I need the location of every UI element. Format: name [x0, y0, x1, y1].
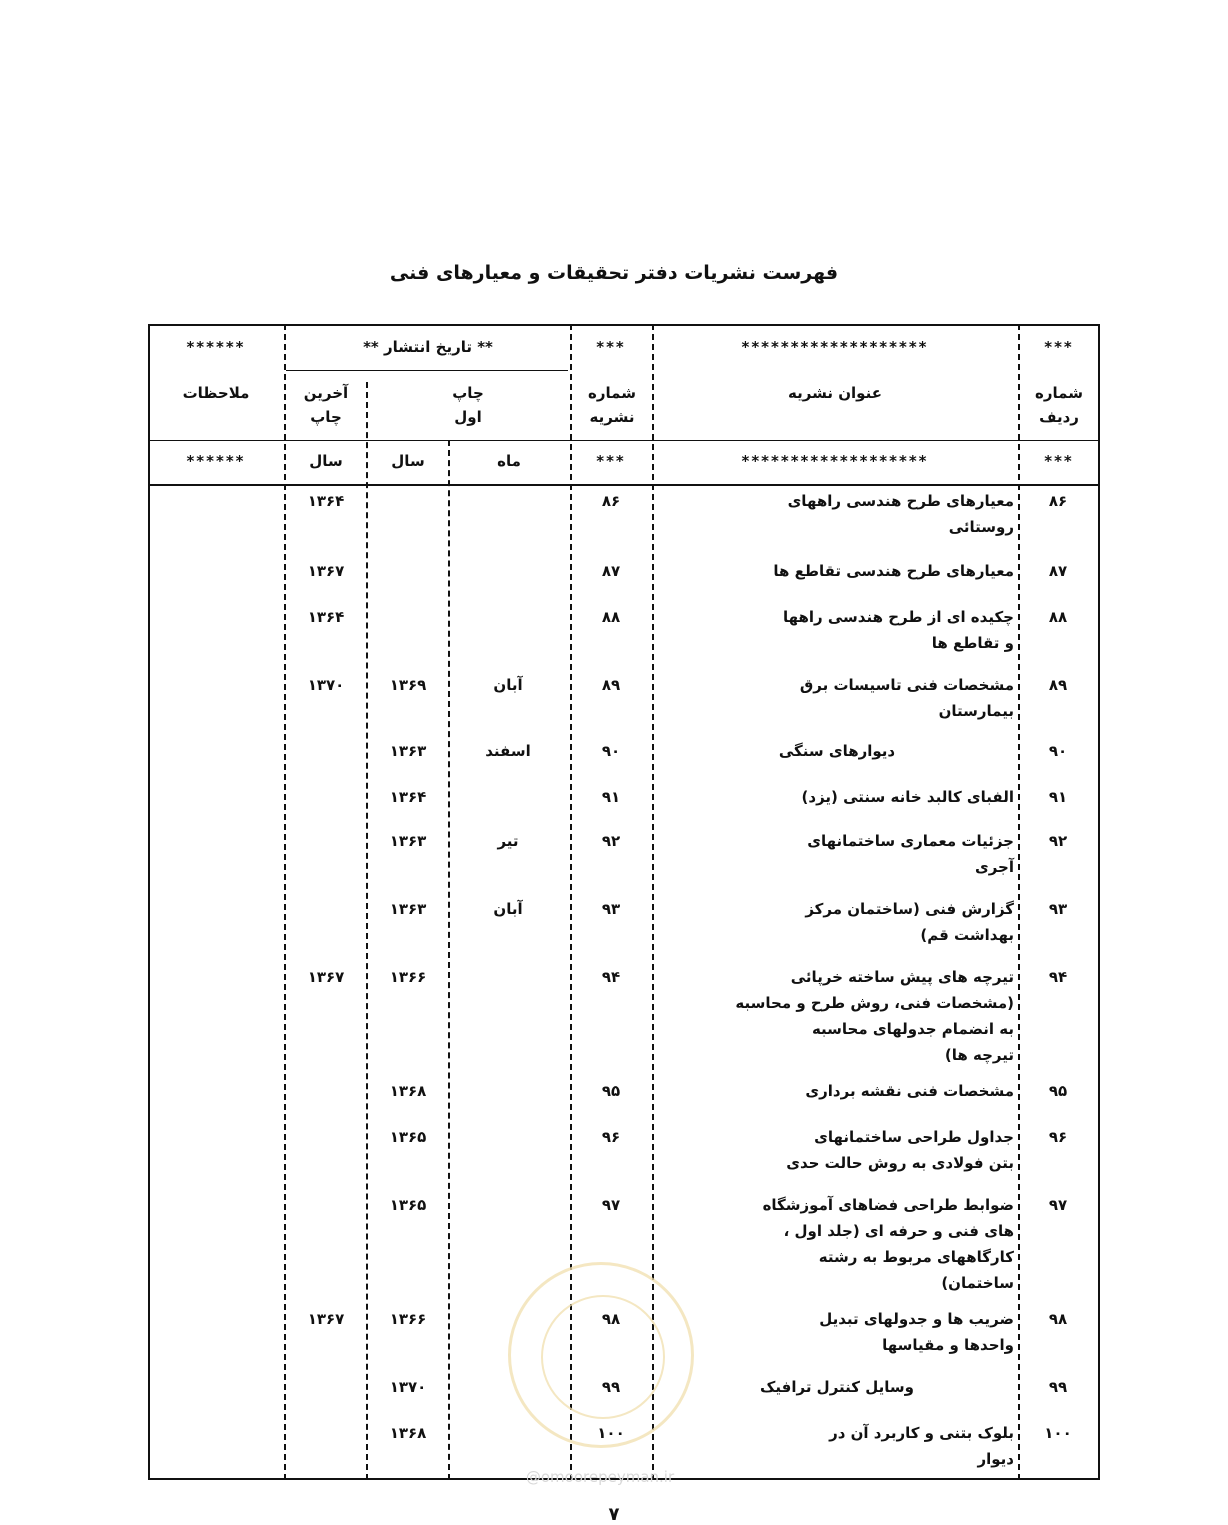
first-print-year: ۱۳۶۵: [389, 1128, 427, 1146]
publication-number: ۹۷: [601, 1196, 621, 1214]
header-rule: [150, 440, 1098, 441]
publication-title: ضریب ها و جدولهای تبدیل واحدها و مقیاسها: [819, 1310, 1014, 1354]
first-print-year: ۱۳۶۴: [389, 788, 427, 806]
remarks-stars: ******: [186, 338, 246, 356]
publication-title: معیارهای طرح هندسی تقاطع ها: [773, 562, 1014, 580]
publication-title: بلوک بتنی و کاربرد آن در دیوار: [829, 1424, 1014, 1468]
last-print-year: ۱۳۶۷: [307, 968, 345, 986]
last-print-year: ۱۳۷۰: [307, 676, 345, 694]
publication-title: تیرچه های پیش ساخته خرپائی (مشخصات فنی، روش طرح و محاسبه به انضمام جدولهای محاسبه تیرچه ها): [735, 968, 1014, 1064]
col-divider: [448, 440, 450, 1480]
remarks-header: ملاحظات: [182, 384, 250, 402]
first-print-year: ۱۳۶۸: [389, 1082, 427, 1100]
col-divider: [1018, 324, 1020, 1480]
last-print-header-2: چاپ: [310, 408, 342, 426]
publication-number: ۹۴: [601, 968, 621, 986]
first-print-year: ۱۳۶۸: [389, 1424, 427, 1442]
publication-title: دیوارهای سنگی: [778, 742, 896, 760]
row-number-header-1: شماره: [1035, 384, 1083, 402]
publication-number: ۸۷: [601, 562, 621, 580]
publication-title: معیارهای طرح هندسی راههای روستائی: [787, 492, 1014, 536]
row-number: ۱۰۰: [1044, 1424, 1072, 1442]
publication-number: ۹۳: [601, 900, 621, 918]
remarks-stars-2: ******: [186, 452, 246, 470]
pub-title-header: عنوان نشریه: [788, 384, 882, 402]
publication-number: ۸۶: [601, 492, 621, 510]
page-number: ۷: [608, 1504, 620, 1525]
last-print-year: ۱۳۶۴: [307, 608, 345, 626]
pub-number-stars-2: ***: [596, 452, 626, 470]
first-print-year: ۱۳۶۹: [389, 676, 427, 694]
publication-number: ۹۰: [601, 742, 621, 760]
row-number: ۹۹: [1048, 1378, 1068, 1396]
header-rule: [286, 370, 568, 371]
first-print-month: تیر: [497, 832, 519, 850]
title-stars-2: *******************: [741, 452, 929, 470]
last-print-year: ۱۳۶۷: [307, 562, 345, 580]
page-title: فهرست نشریات دفتر تحقیقات و معیارهای فنی: [389, 262, 839, 284]
year-first-header: سال: [391, 452, 425, 470]
row-number: ۹۴: [1048, 968, 1068, 986]
row-number: ۸۸: [1048, 608, 1068, 626]
publication-title: مشخصات فنی نقشه برداری: [805, 1082, 1014, 1100]
publication-number: ۹۵: [601, 1082, 621, 1100]
row-number: ۸۹: [1048, 676, 1068, 694]
publication-number: ۹۸: [601, 1310, 621, 1328]
publication-number: ۹۹: [601, 1378, 621, 1396]
publication-number: ۹۲: [601, 832, 621, 850]
publication-title: الفبای کالبد خانه سنتی (یزد): [801, 788, 1014, 806]
col-divider: [366, 382, 368, 1480]
year-last-header: سال: [309, 452, 343, 470]
row-number: ۹۶: [1048, 1128, 1068, 1146]
first-print-header-1: چاپ: [452, 384, 484, 402]
row-number-stars-2: ***: [1044, 452, 1074, 470]
publication-title: جداول طراحی ساختمانهای بتن فولادی به روش حالت حدی: [786, 1128, 1014, 1172]
first-print-header-2: اول: [454, 408, 482, 426]
pub-number-header-1: شماره: [588, 384, 636, 402]
first-print-month: آبان: [493, 676, 523, 694]
watermark-logo: [508, 1262, 694, 1448]
last-print-header-1: آخرین: [303, 384, 349, 402]
first-print-year: ۱۳۶۶: [389, 1310, 427, 1328]
row-number: ۹۸: [1048, 1310, 1068, 1328]
col-divider: [284, 324, 286, 1480]
row-number: ۹۳: [1048, 900, 1068, 918]
header-rule: [150, 484, 1098, 486]
row-number: ۹۵: [1048, 1082, 1068, 1100]
row-number: ۸۷: [1048, 562, 1068, 580]
title-stars: *******************: [741, 338, 929, 356]
first-print-year: ۱۳۷۰: [389, 1378, 427, 1396]
publication-title: جزئیات معماری ساختمانهای آجری: [807, 832, 1014, 876]
last-print-year: ۱۳۶۷: [307, 1310, 345, 1328]
row-number: ۹۰: [1048, 742, 1068, 760]
publication-title: مشخصات فنی تاسیسات برق بیمارستان: [799, 676, 1014, 720]
last-print-year: ۱۳۶۴: [307, 492, 345, 510]
first-print-year: ۱۳۶۳: [389, 742, 427, 760]
publication-number: ۹۶: [601, 1128, 621, 1146]
row-number-header-2: ردیف: [1039, 408, 1079, 426]
pub-number-stars: ***: [596, 338, 626, 356]
publication-number: ۹۱: [601, 788, 621, 806]
row-number: ۹۱: [1048, 788, 1068, 806]
first-print-month: آبان: [493, 900, 523, 918]
row-number: ۸۶: [1048, 492, 1068, 510]
row-number-stars: ***: [1044, 338, 1074, 356]
first-print-month: اسفند: [485, 742, 531, 760]
publication-title: ضوابط طراحی فضاهای آموزشگاه های فنی و حرفه ای (جلد اول ، کارگاههای مربوط به رشته ساختمان): [762, 1196, 1014, 1292]
watermark-text: @omoorepeyman.ir: [525, 1468, 675, 1486]
publication-title: گزارش فنی (ساختمان مرکز بهداشت قم): [805, 900, 1014, 944]
pub-date-header: ** تاریخ انتشار **: [363, 338, 493, 356]
publication-number: ۸۸: [601, 608, 621, 626]
first-print-year: ۱۳۶۳: [389, 900, 427, 918]
first-print-year: ۱۳۶۳: [389, 832, 427, 850]
publication-number: ۸۹: [601, 676, 621, 694]
publication-number: ۱۰۰: [597, 1424, 625, 1442]
row-number: ۹۲: [1048, 832, 1068, 850]
pub-number-header-2: نشریه: [589, 408, 635, 426]
first-print-year: ۱۳۶۵: [389, 1196, 427, 1214]
row-number: ۹۷: [1048, 1196, 1068, 1214]
first-print-year: ۱۳۶۶: [389, 968, 427, 986]
publication-title: چکیده ای از طرح هندسی راهها و تقاطع ها: [782, 608, 1014, 652]
publication-title: وسایل کنترل ترافیک: [760, 1378, 914, 1396]
month-header: ماه: [497, 452, 521, 470]
